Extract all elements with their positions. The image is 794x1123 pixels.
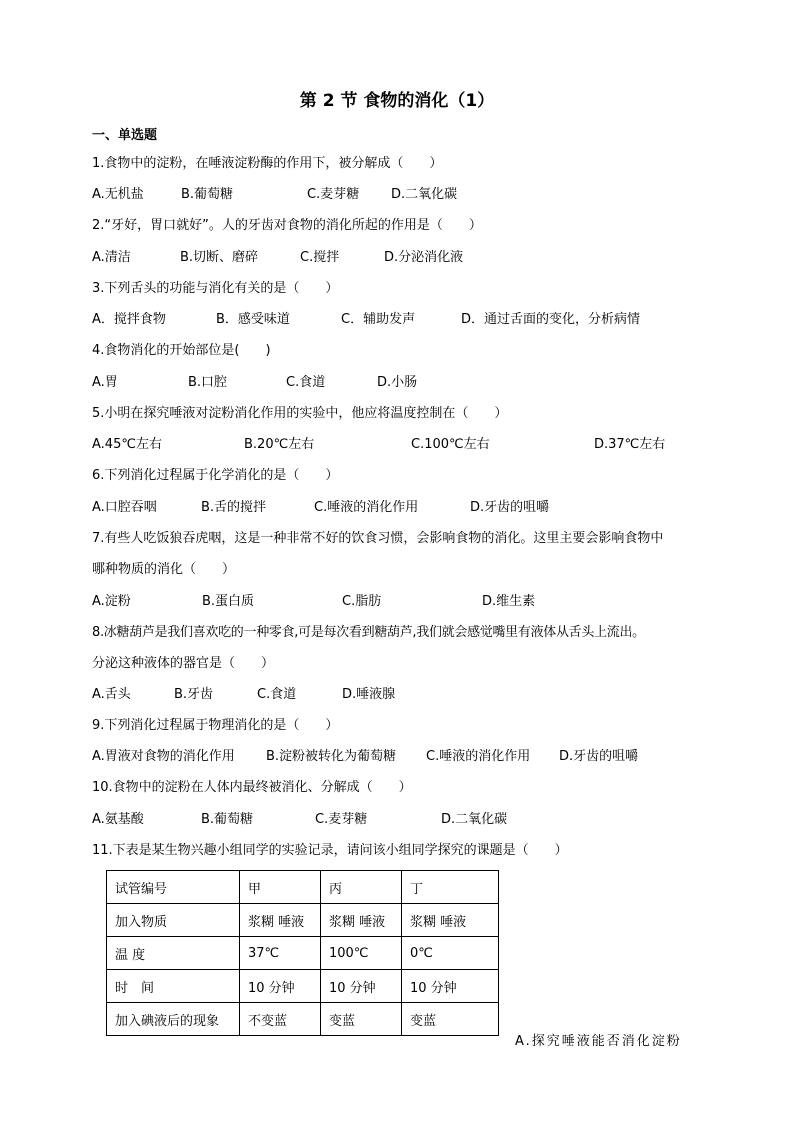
table-row xyxy=(107,1003,499,1036)
table-cell: 变蓝 xyxy=(321,1003,402,1036)
question-3-stem: 3.下列舌头的功能与消化有关的是（ ） xyxy=(92,281,339,296)
q7-option-a: A.淀粉 xyxy=(92,594,131,609)
q9-option-d: D.牙齿的咀嚼 xyxy=(559,749,639,764)
table-cell: 温 度 xyxy=(107,937,240,970)
q7-option-d: D.维生素 xyxy=(482,594,536,609)
question-4-stem: 4.食物消化的开始部位是( ) xyxy=(92,343,271,358)
table-row xyxy=(107,937,499,970)
q1-option-a: A.无机盐 xyxy=(92,187,144,202)
question-2-stem: 2.“牙好，胃口就好”。人的牙齿对食物的消化所起的作用是（ ） xyxy=(92,218,482,233)
question-11-stem: 11.下表是某生物兴趣小组同学的实验记录，请问该小组同学探究的课题是（ ） xyxy=(92,843,568,858)
table-cell: 不变蓝 xyxy=(240,1003,321,1036)
page-title: 第 2 节 食物的消化（1） xyxy=(299,91,495,111)
table-cell: 100℃ xyxy=(321,937,402,970)
q4-option-b: B.口腔 xyxy=(188,375,228,390)
q9-option-c: C.唾液的消化作用 xyxy=(426,749,531,764)
q9-option-a: A.胃液对食物的消化作用 xyxy=(92,749,235,764)
question-1-stem: 1.食物中的淀粉，在唾液淀粉酶的作用下，被分解成（ ） xyxy=(92,156,443,171)
q8-option-d: D.唾液腺 xyxy=(342,687,396,702)
question-9-stem: 9.下列消化过程属于物理消化的是（ ） xyxy=(92,718,339,733)
q6-option-a: A.口腔吞咽 xyxy=(92,500,157,515)
table-cell: 时 间 xyxy=(107,970,240,1003)
q5-option-c: C.100℃左右 xyxy=(411,437,490,452)
q3-option-a: A．搅拌食物 xyxy=(92,312,166,327)
question-8-stem-cont: 分泌这种液体的器官是（ ） xyxy=(92,656,275,671)
q4-option-d: D.小肠 xyxy=(377,375,418,390)
table-cell: 加入物质 xyxy=(107,904,240,937)
table-cell: 浆糊 唾液 xyxy=(402,904,499,937)
q10-option-a: A.氨基酸 xyxy=(92,812,144,827)
q10-option-d: D.二氧化碳 xyxy=(441,812,508,827)
table-cell: 10 分钟 xyxy=(240,970,321,1003)
table-row xyxy=(107,871,499,904)
question-7-stem: 7.有些人吃饭狼吞虎咽，这是一种非常不好的饮食习惯，会影响食物的消化。这里主要会影响食物中 xyxy=(92,531,664,546)
table-cell: 浆糊 唾液 xyxy=(240,904,321,937)
q4-option-c: C.食道 xyxy=(286,375,326,390)
table-cell: 37℃ xyxy=(240,937,321,970)
question-5-stem: 5.小明在探究唾液对淀粉消化作用的实验中，他应将温度控制在（ ） xyxy=(92,406,508,421)
q7-option-c: C.脂肪 xyxy=(342,594,382,609)
q5-option-d: D.37℃左右 xyxy=(594,437,666,452)
q1-option-b: B.葡萄糖 xyxy=(181,187,234,202)
q11-option-a: A.探究唾液能否消化淀粉 xyxy=(515,1034,682,1049)
section-heading: 一、单选题 xyxy=(92,128,158,143)
table-cell: 10 分钟 xyxy=(402,970,499,1003)
q2-option-d: D.分泌消化液 xyxy=(384,250,464,265)
table-cell: 变蓝 xyxy=(402,1003,499,1036)
table-cell: 加入碘液后的现象 xyxy=(107,1003,240,1036)
q1-option-d: D.二氧化碳 xyxy=(391,187,458,202)
q2-option-c: C.搅拌 xyxy=(300,250,340,265)
table-cell: 甲 xyxy=(240,871,321,904)
q10-option-b: B.葡萄糖 xyxy=(201,812,254,827)
q2-option-b: B.切断、磨碎 xyxy=(180,250,259,265)
q5-option-a: A.45℃左右 xyxy=(92,437,162,452)
experiment-table xyxy=(106,870,499,1036)
table-cell: 10 分钟 xyxy=(321,970,402,1003)
q6-option-b: B.舌的搅拌 xyxy=(201,500,267,515)
q2-option-a: A.清洁 xyxy=(92,250,131,265)
question-7-stem-cont: 哪种物质的消化（ ） xyxy=(92,562,236,577)
table-cell: 丙 xyxy=(321,871,402,904)
question-8-stem: 8.冰糖葫芦是我们喜欢吃的一种零食,可是每次看到糖葫芦,我们就会感觉嘴里有液体从舌头上流出。 xyxy=(92,625,645,640)
q4-option-a: A.胃 xyxy=(92,375,118,390)
q3-option-d: D．通过舌面的变化，分析病情 xyxy=(461,312,641,327)
q6-option-c: C.唾液的消化作用 xyxy=(314,500,419,515)
table-cell: 丁 xyxy=(402,871,499,904)
q5-option-b: B.20℃左右 xyxy=(244,437,315,452)
q8-option-a: A.舌头 xyxy=(92,687,131,702)
q7-option-b: B.蛋白质 xyxy=(202,594,255,609)
q3-option-c: C．辅助发声 xyxy=(341,312,416,327)
table-cell: 0℃ xyxy=(402,937,499,970)
table-row xyxy=(107,970,499,1003)
q9-option-b: B.淀粉被转化为葡萄糖 xyxy=(266,749,397,764)
table-cell: 浆糊 唾液 xyxy=(321,904,402,937)
q8-option-c: C.食道 xyxy=(257,687,297,702)
table-cell: 试管编号 xyxy=(107,871,240,904)
question-6-stem: 6.下列消化过程属于化学消化的是（ ） xyxy=(92,468,339,483)
table-row xyxy=(107,904,499,937)
q8-option-b: B.牙齿 xyxy=(174,687,214,702)
q3-option-b: B．感受味道 xyxy=(216,312,290,327)
question-10-stem: 10.食物中的淀粉在人体内最终被消化、分解成（ ） xyxy=(92,780,412,795)
q1-option-c: C.麦芽糖 xyxy=(307,187,360,202)
q6-option-d: D.牙齿的咀嚼 xyxy=(470,500,550,515)
q10-option-c: C.麦芽糖 xyxy=(315,812,368,827)
